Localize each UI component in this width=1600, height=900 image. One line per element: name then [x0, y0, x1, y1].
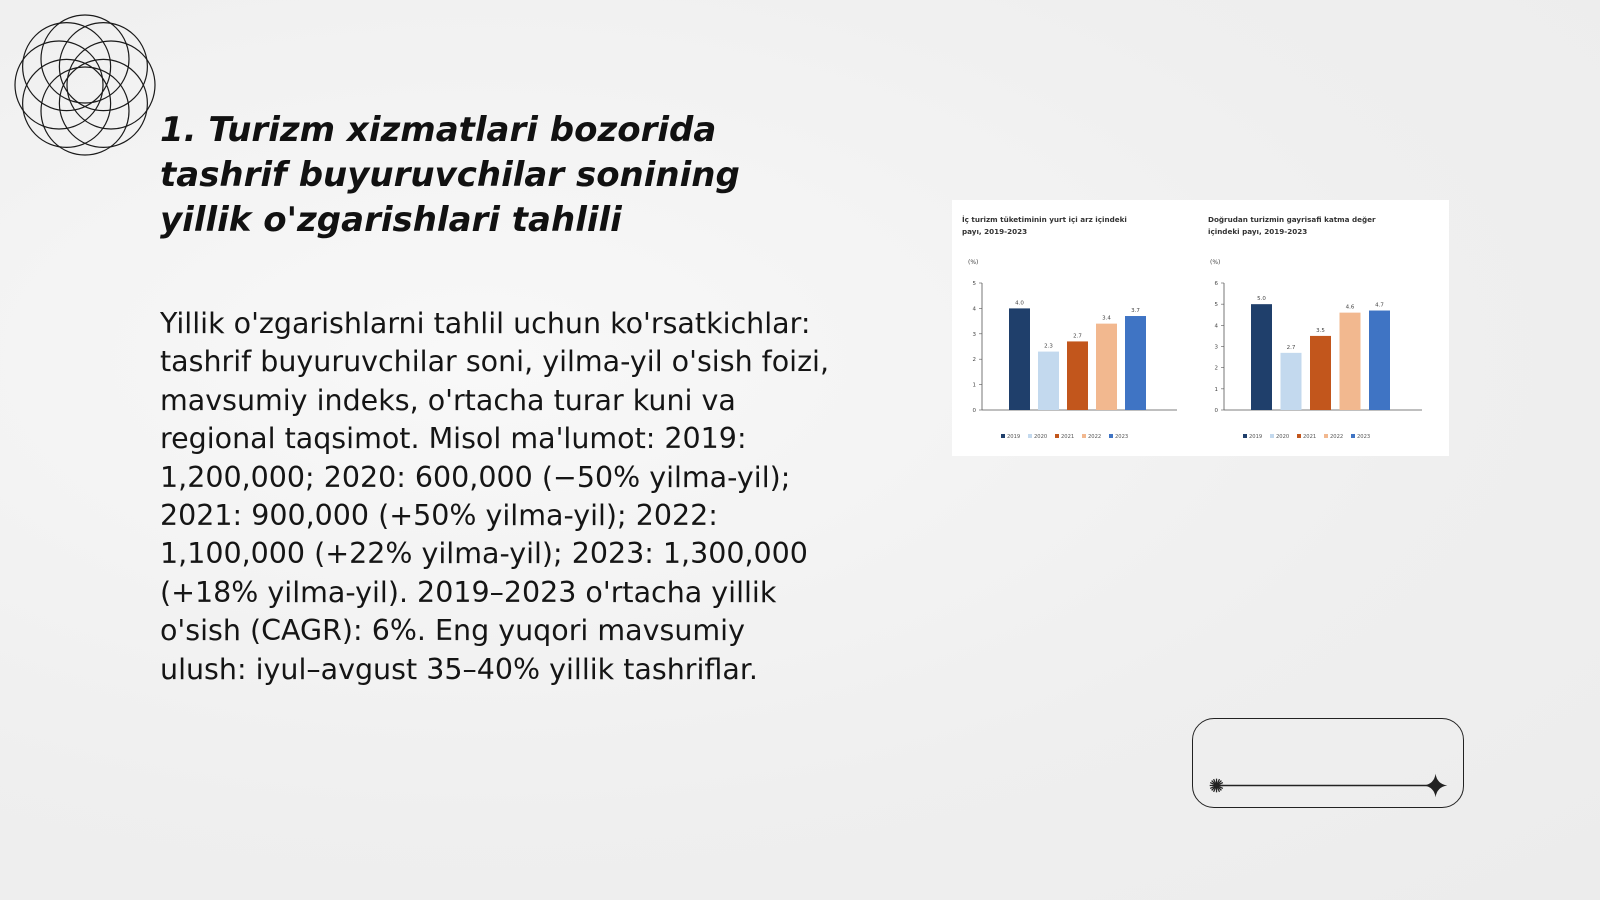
- chart-panel-2: [1208, 215, 1422, 440]
- bar-2019: [1251, 304, 1272, 410]
- bar-2021: [1067, 341, 1088, 410]
- legend-swatch: [1297, 434, 1301, 438]
- bar-2022: [1340, 313, 1361, 410]
- y-tick-label: 4: [972, 306, 976, 313]
- bar-2023: [1125, 316, 1146, 410]
- interlocking-circles-logo-icon: [10, 10, 160, 160]
- bar-value-label: 4.0: [1015, 300, 1024, 307]
- y-tick-label: 1: [1214, 386, 1218, 393]
- bar-2021: [1310, 336, 1331, 410]
- bar-2023: [1369, 311, 1390, 410]
- bar-value-label: 5.0: [1257, 296, 1266, 303]
- chart-title: İç turizm tüketiminin yurt içi arz içindeki payı, 2019-2023: [962, 215, 1127, 236]
- sparkle-icon: [1424, 774, 1447, 797]
- slide-body-text: Yillik o'zgarishlarni tahlil uchun ko'rsatkichlar: tashrif buyuruvchilar soni, yilma-yil o'sish foizi, mavsumiy indeks, o'rtacha turar kuni va regional taqsimot. Misol ma'lumot: 2019: 1,200,000; 2020: 600,000 (−50% yilma-yil); 2021: 900,000 (+50% yilma-yil); 2022: 1,100,000 (+22% yilma-yil); 2023: 1,300,000 (+18% yilma-yil). 2019–2023 o'rtacha yillik o'sish (CAGR): 6%. Eng yuqori mavsumiy ulush: iyul–avgust 35–40% yillik tashriflar.: [160, 307, 830, 686]
- legend-swatch: [1028, 434, 1032, 438]
- y-tick-label: 4: [1214, 323, 1218, 330]
- y-tick-label: 5: [1214, 302, 1218, 309]
- y-axis-label: (%): [1210, 259, 1221, 266]
- bar-charts: [952, 200, 1449, 456]
- decorative-line-box: [1192, 718, 1464, 808]
- legend-swatch: [1270, 434, 1274, 438]
- legend-swatch: [1324, 434, 1328, 438]
- legend-label: 2019: [1249, 434, 1263, 440]
- legend-label: 2023: [1115, 434, 1129, 440]
- y-tick-label: 0: [1214, 408, 1218, 414]
- y-tick-label: 0: [972, 408, 976, 414]
- chart-panel-1: [962, 215, 1177, 440]
- bar-2020: [1038, 352, 1059, 410]
- starburst-icon: [1210, 779, 1224, 793]
- bar-value-label: 2.7: [1286, 344, 1296, 351]
- y-tick-label: 2: [972, 357, 976, 364]
- y-tick-label: 3: [1214, 344, 1218, 351]
- decorative-line: [1193, 719, 1463, 807]
- legend-swatch: [1082, 434, 1086, 438]
- legend-label: 2021: [1303, 434, 1317, 440]
- legend-label: 2020: [1276, 434, 1290, 440]
- bar-value-label: 4.7: [1375, 302, 1384, 309]
- chart-image: [952, 200, 1449, 456]
- bar-2022: [1096, 324, 1117, 410]
- bar-value-label: 3.5: [1316, 327, 1325, 334]
- legend-label: 2019: [1007, 434, 1021, 440]
- legend-label: 2021: [1061, 434, 1075, 440]
- y-tick-label: 1: [972, 382, 976, 389]
- bar-value-label: 2.7: [1073, 333, 1082, 340]
- y-tick-label: 2: [1214, 365, 1218, 372]
- y-tick-label: 6: [1214, 281, 1218, 287]
- bar-value-label: 3.4: [1102, 315, 1111, 322]
- y-axis-label: (%): [968, 259, 979, 266]
- y-tick-label: 5: [972, 281, 976, 287]
- y-tick-label: 3: [972, 331, 976, 338]
- legend-label: 2020: [1034, 434, 1048, 440]
- legend-swatch: [1243, 434, 1247, 438]
- legend-label: 2022: [1330, 434, 1344, 440]
- legend-label: 2022: [1088, 434, 1102, 440]
- chart-title: Doğrudan turizmin gayrisafi katma değer içindeki payı, 2019-2023: [1208, 215, 1376, 236]
- legend-swatch: [1001, 434, 1005, 438]
- bar-value-label: 2.3: [1044, 343, 1053, 350]
- legend-swatch: [1109, 434, 1113, 438]
- legend-label: 2023: [1357, 434, 1371, 440]
- legend-swatch: [1055, 434, 1059, 438]
- bar-2019: [1009, 308, 1030, 410]
- slide-title: 1. Turizm xizmatlari bozorida tashrif buyuruvchilar sonining yillik o'zgarishlari tahlili: [160, 110, 740, 240]
- bar-value-label: 4.6: [1345, 304, 1355, 311]
- bar-value-label: 3.7: [1131, 308, 1140, 315]
- bar-2020: [1281, 353, 1302, 410]
- legend-swatch: [1351, 434, 1355, 438]
